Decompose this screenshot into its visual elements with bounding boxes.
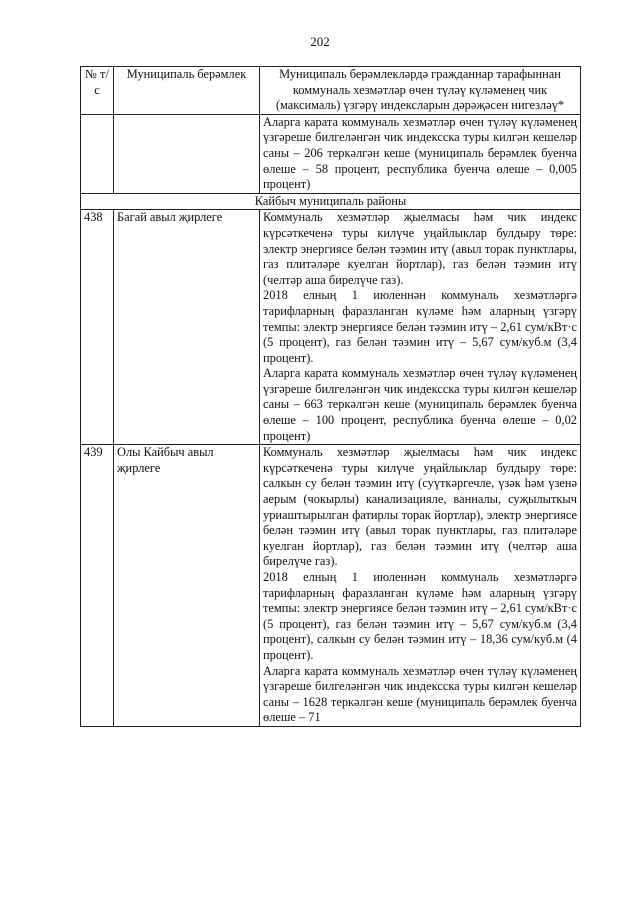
table-row bbox=[81, 445, 581, 727]
header-num: № т/с bbox=[81, 67, 114, 115]
district-row bbox=[81, 193, 581, 210]
paragraph: Коммуналь хезмәтләр җыелмасы һәм чик индекс күрсәткеченә туры килүче уңайлыклар булдыру төре: салкын су белән тәэмин итү (суүткәргечле, үзәк һәм үзенә аерым (чокырлы) канализацияле, ванналы, суҗылыткыч уриаштырылган фатирлы торак йортлар), электр энергиясе белән тәэмин итү (авыл торак пунктлары, газ плитәләре куелган йортлар), газ белән тәэмин итү (челтәр аша бирелүче газ). bbox=[263, 445, 577, 569]
paragraph: Аларга карата коммуналь хезмәтләр өчен түләү күләменең үзгәреше билгеләнгән чик индексска туры килгән кешеләр саны – 663 теркәлгән кеше (муниципаль берәмлек буенча өлеше – 100 процент, республика буенча өлеше – 0,02 процент) bbox=[263, 366, 577, 443]
row-num: 439 bbox=[81, 445, 114, 727]
row-num: 438 bbox=[81, 210, 114, 445]
table-header-row bbox=[81, 67, 581, 115]
continuation-num bbox=[81, 114, 114, 193]
tariff-table bbox=[80, 66, 581, 727]
paragraph: 2018 елның 1 июленнән коммуналь хезмәтләргә тарифларның фаразланган күләме һәм аларның үзгәрү темпы: электр энергиясе белән тәэмин итү – 2,61 сум/кВт·с (5 процент), газ белән тәэмин итү – 5,67 сум/куб.м (3,4 процент). bbox=[263, 288, 577, 365]
continuation-name bbox=[114, 114, 260, 193]
row-justification bbox=[260, 445, 581, 727]
paragraph: Коммуналь хезмәтләр җыелмасы һәм чик индекс күрсәткеченә туры килүче уңайлыклар булдыру төре: электр энергиясе белән тәэмин итү (авыл торак пунктлары, газ плитәләре куелган йортлар), газ белән тәэмин итү (челтәр аша бирелүче газ). bbox=[263, 210, 577, 287]
continuation-row bbox=[81, 114, 581, 193]
row-municipality: Багай авыл җирлеге bbox=[114, 210, 260, 445]
paragraph: Аларга карата коммуналь хезмәтләр өчен түләү күләменең үзгәреше билгеләнгән чик индексска туры килгән кешеләр саны – 1628 теркәлгән кеше (муниципаль берәмлек буенча өлеше – 71 bbox=[263, 663, 577, 725]
header-justification: Муниципаль берәмлекләрдә гражданнар тарафыннан коммуналь хезмәтләр өчен түләү күләменең чик (максималь) үзгәрү индексларын дәрәҗәсен нигезләү* bbox=[260, 67, 581, 115]
paragraph: 2018 елның 1 июленнән коммуналь хезмәтләргә тарифларның фаразланган күләме һәм аларның үзгәрү темпы: электр энергиясе белән тәэмин итү – 2,61 сум/кВт·с (5 процент), газ белән тәэмин итү – 5,67 сум/куб.м (3,4 процент), салкын су белән тәэмин итү – 18,36 сум/куб.м (4 процент). bbox=[263, 570, 577, 662]
page-number: 202 bbox=[310, 34, 330, 49]
row-justification bbox=[260, 210, 581, 445]
row-municipality: Олы Кайбыч авыл җирлеге bbox=[114, 445, 260, 727]
continuation-text: Аларга карата коммуналь хезмәтләр өчен түләү күләменең үзгәреше билгеләнгән чик индексска туры килгән кешеләр саны – 206 теркәлгән кеше (муниципаль берәмлек буенча өлеше – 58 процент, республика буенча өлеше – 0,005 процент) bbox=[260, 114, 581, 193]
district-title: Кайбыч муниципаль районы bbox=[81, 193, 581, 210]
table-row bbox=[81, 210, 581, 445]
header-municipality: Муниципаль берәмлек bbox=[114, 67, 260, 115]
